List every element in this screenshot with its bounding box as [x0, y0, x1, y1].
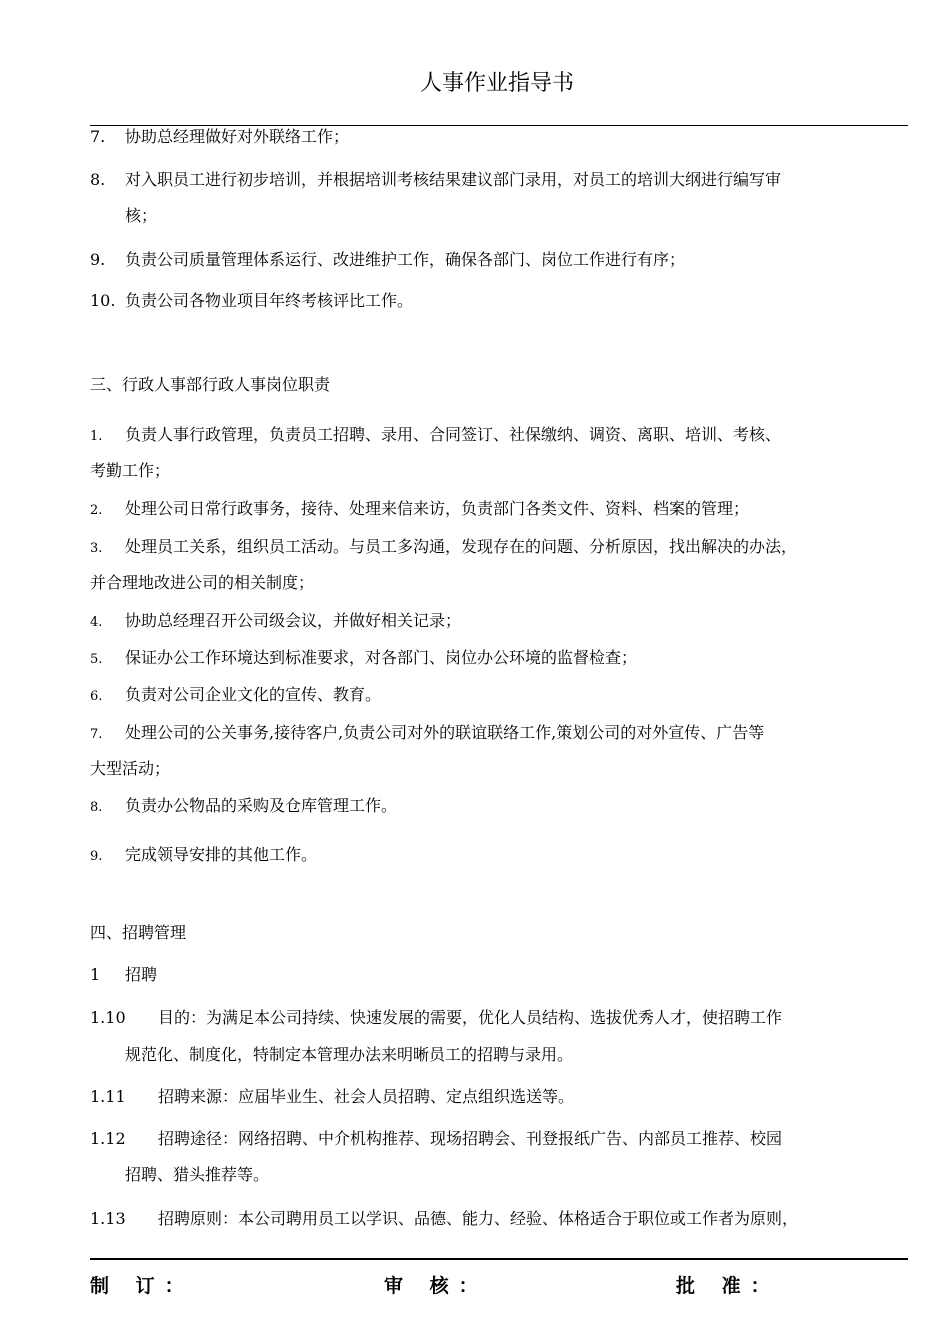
list-item: 9. 完成领导安排的其他工作。	[90, 845, 318, 864]
approved-by-label: 批 准：	[676, 1275, 780, 1297]
list-item-continuation: 考勤工作；	[90, 461, 171, 480]
section-heading: 三、行政人事部行政人事岗位职责	[90, 375, 331, 394]
list-item: 2. 处理公司日常行政事务，接待、处理来信来访，负责部门各类文件、资料、档案的管理；	[90, 499, 750, 518]
header-rule	[90, 125, 908, 126]
list-item: 10. 负责公司各物业项目年终考核评比工作。	[90, 291, 414, 310]
reviewed-by-label: 审 核：	[384, 1275, 488, 1297]
list-item: 1.12 招聘途径：网络招聘、中介机构推荐、现场招聘会、刊登报纸广告、内部员工推荐、校园	[90, 1129, 783, 1148]
sub-heading: 1 招聘	[90, 965, 158, 984]
list-item: 1. 负责人事行政管理，负责员工招聘、录用、合同签订、社保缴纳、调资、离职、培训、考核、	[90, 425, 782, 444]
list-item-continuation: 规范化、制度化，特制定本管理办法来明晰员工的招聘与录用。	[125, 1045, 574, 1064]
page-title: 人事作业指导书	[419, 71, 574, 96]
list-item: 5. 保证办公工作环境达到标准要求，对各部门、岗位办公环境的监督检查；	[90, 648, 638, 667]
list-item: 8. 对入职员工进行初步培训，并根据培训考核结果建议部门录用，对员工的培训大纲进行编写审	[90, 170, 782, 189]
section-heading: 四、招聘管理	[90, 923, 187, 942]
list-item: 9. 负责公司质量管理体系运行、改进维护工作，确保各部门、岗位工作进行有序；	[90, 250, 686, 269]
list-item: 6. 负责对公司企业文化的宣传、教育。	[90, 685, 382, 704]
list-item-continuation: 招聘、猎头推荐等。	[125, 1165, 270, 1184]
list-item: 8. 负责办公物品的采购及仓库管理工作。	[90, 796, 398, 815]
list-item-continuation: 核；	[125, 206, 158, 225]
list-item-continuation: 并合理地改进公司的相关制度；	[90, 573, 315, 592]
footer-rule	[90, 1258, 908, 1260]
list-item: 1.10 目的：为满足本公司持续、快速发展的需要，优化人员结构、选拔优秀人才，使招聘工作	[90, 1008, 783, 1027]
list-item: 1.13 招聘原则：本公司聘用员工以学识、品德、能力、经验、体格适合于职位或工作者为原则，	[90, 1209, 799, 1228]
list-item: 3. 处理员工关系，组织员工活动。与员工多沟通，发现存在的问题、分析原因，找出解决的办法，	[90, 537, 798, 556]
list-item-continuation: 大型活动；	[90, 759, 171, 778]
prepared-by-label: 制 订：	[90, 1275, 194, 1297]
list-item: 7. 协助总经理做好对外联络工作；	[90, 127, 350, 146]
list-item: 4. 协助总经理召开公司级会议，并做好相关记录；	[90, 611, 462, 630]
list-item: 7. 处理公司的公关事务,接待客户,负责公司对外的联谊联络工作,策划公司的对外宣传、广告等	[90, 723, 765, 742]
list-item: 1.11 招聘来源：应届毕业生、社会人员招聘、定点组织选送等。	[90, 1087, 575, 1106]
